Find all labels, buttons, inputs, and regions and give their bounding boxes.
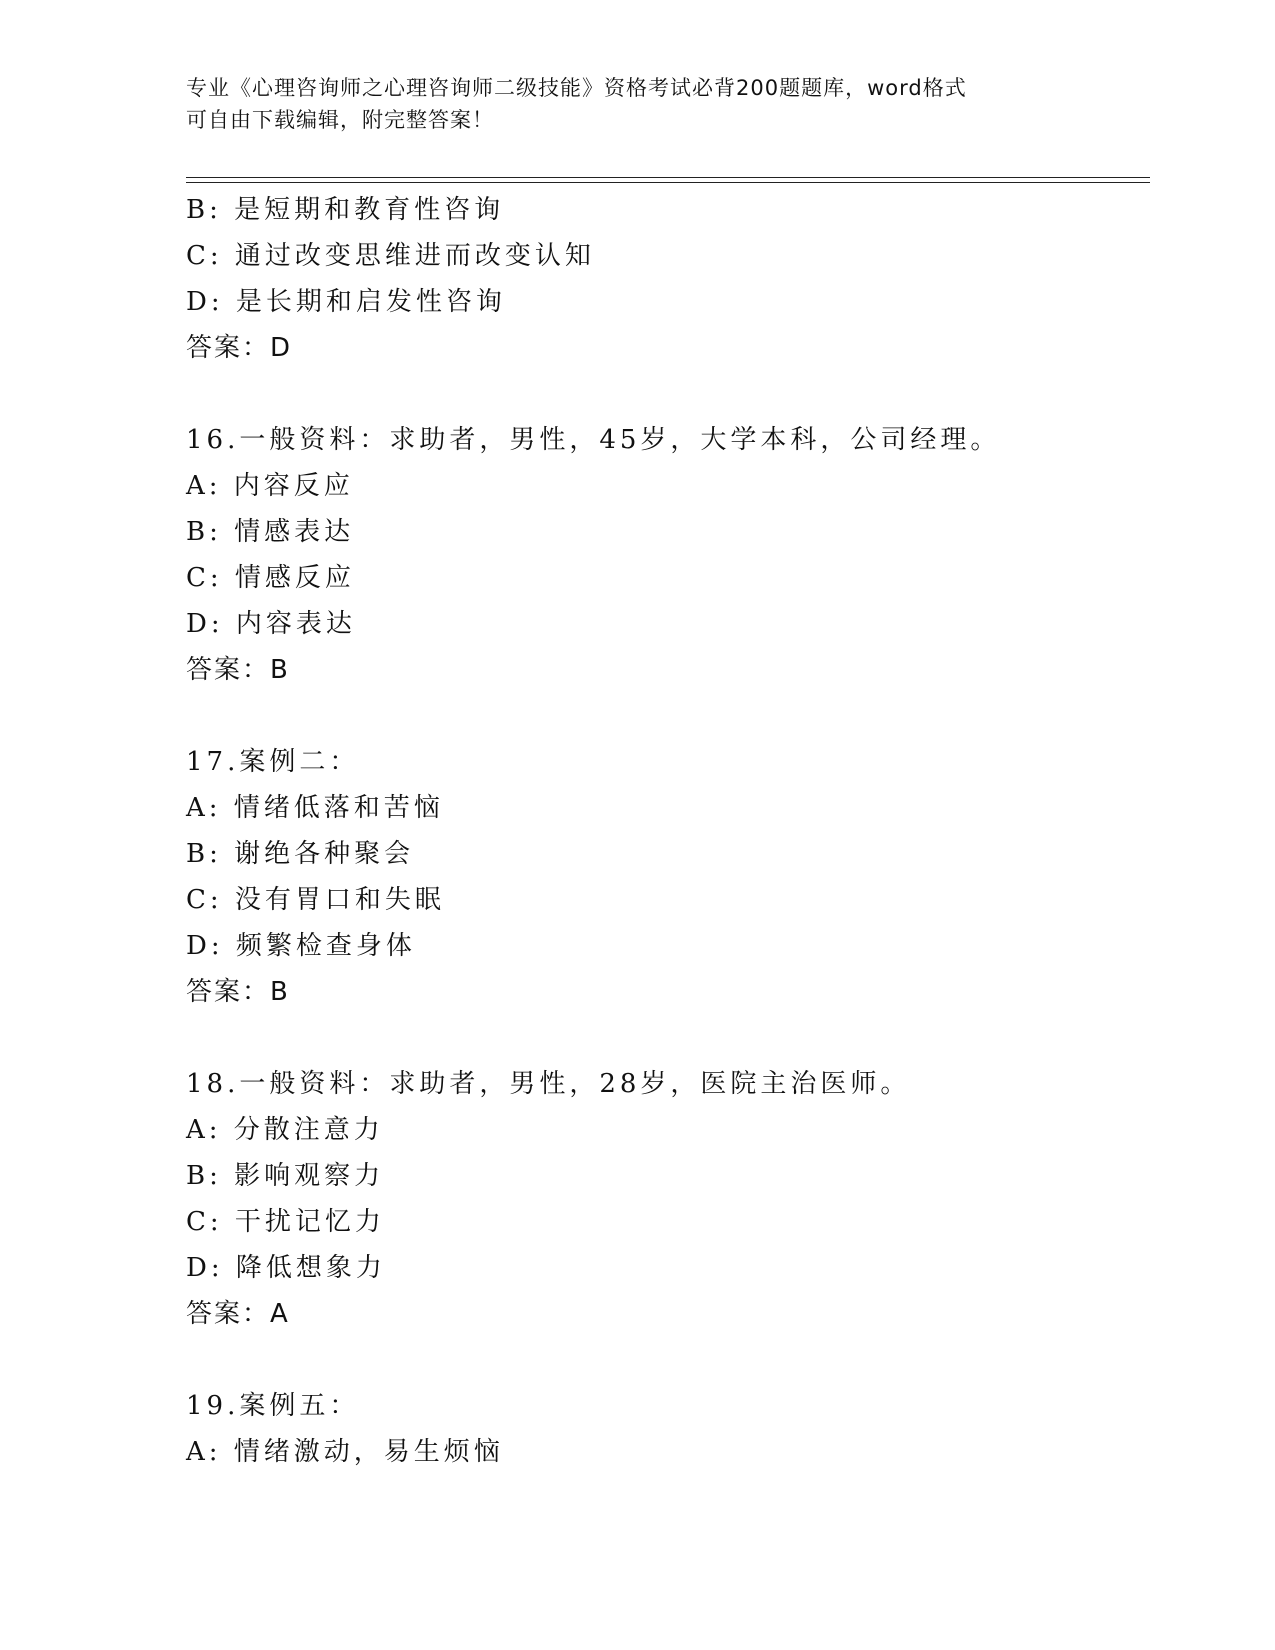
option-c: C: 干扰记忆力 [186, 1207, 385, 1237]
question-stem: 19.案例五： [186, 1391, 360, 1421]
question-list [186, 187, 1146, 1475]
option-c: C: 情感反应 [186, 563, 355, 593]
option-d: D: 内容表达 [186, 609, 356, 639]
option-a: A: 情绪激动，易生烦恼 [186, 1437, 504, 1467]
header-line-2: 可自由下载编辑，附完整答案！ [186, 108, 494, 132]
answer-line: 答案：D [186, 333, 293, 363]
answer-line: 答案：B [186, 655, 290, 685]
option-a: A: 分散注意力 [186, 1115, 384, 1145]
header-divider-top [186, 177, 1150, 178]
header-divider-bottom [186, 182, 1150, 183]
option-c: C: 没有胃口和失眠 [186, 885, 445, 915]
spacer [186, 693, 1146, 739]
option-a: A: 内容反应 [186, 471, 354, 501]
header-line-1: 专业《心理咨询师之心理咨询师二级技能》资格考试必背200题题库，word格式 [186, 76, 967, 100]
spacer [186, 1015, 1146, 1061]
option-a: A: 情绪低落和苦恼 [186, 793, 444, 823]
question-16 [186, 417, 1146, 693]
question-17 [186, 739, 1146, 1015]
option-b: B: 情感表达 [186, 517, 355, 547]
question-19 [186, 1383, 1146, 1475]
document-header [186, 72, 1066, 136]
question-stem: 16.一般资料：求助者，男性，45岁，大学本科，公司经理。 [186, 425, 1001, 455]
option-b: B: 影响观察力 [186, 1161, 385, 1191]
spacer [186, 371, 1146, 417]
option-c: C: 通过改变思维进而改变认知 [186, 241, 595, 271]
question-stem: 17.案例二： [186, 747, 360, 777]
question-15-continued [186, 187, 1146, 371]
answer-line: 答案：A [186, 1299, 290, 1329]
option-b: B: 是短期和教育性咨询 [186, 195, 505, 225]
option-b: B: 谢绝各种聚会 [186, 839, 415, 869]
option-d: D: 频繁检查身体 [186, 931, 416, 961]
question-18 [186, 1061, 1146, 1337]
answer-line: 答案：B [186, 977, 290, 1007]
option-d: D: 降低想象力 [186, 1253, 386, 1283]
spacer [186, 1337, 1146, 1383]
option-d: D: 是长期和启发性咨询 [186, 287, 506, 317]
question-stem: 18.一般资料：求助者，男性，28岁，医院主治医师。 [186, 1069, 911, 1099]
